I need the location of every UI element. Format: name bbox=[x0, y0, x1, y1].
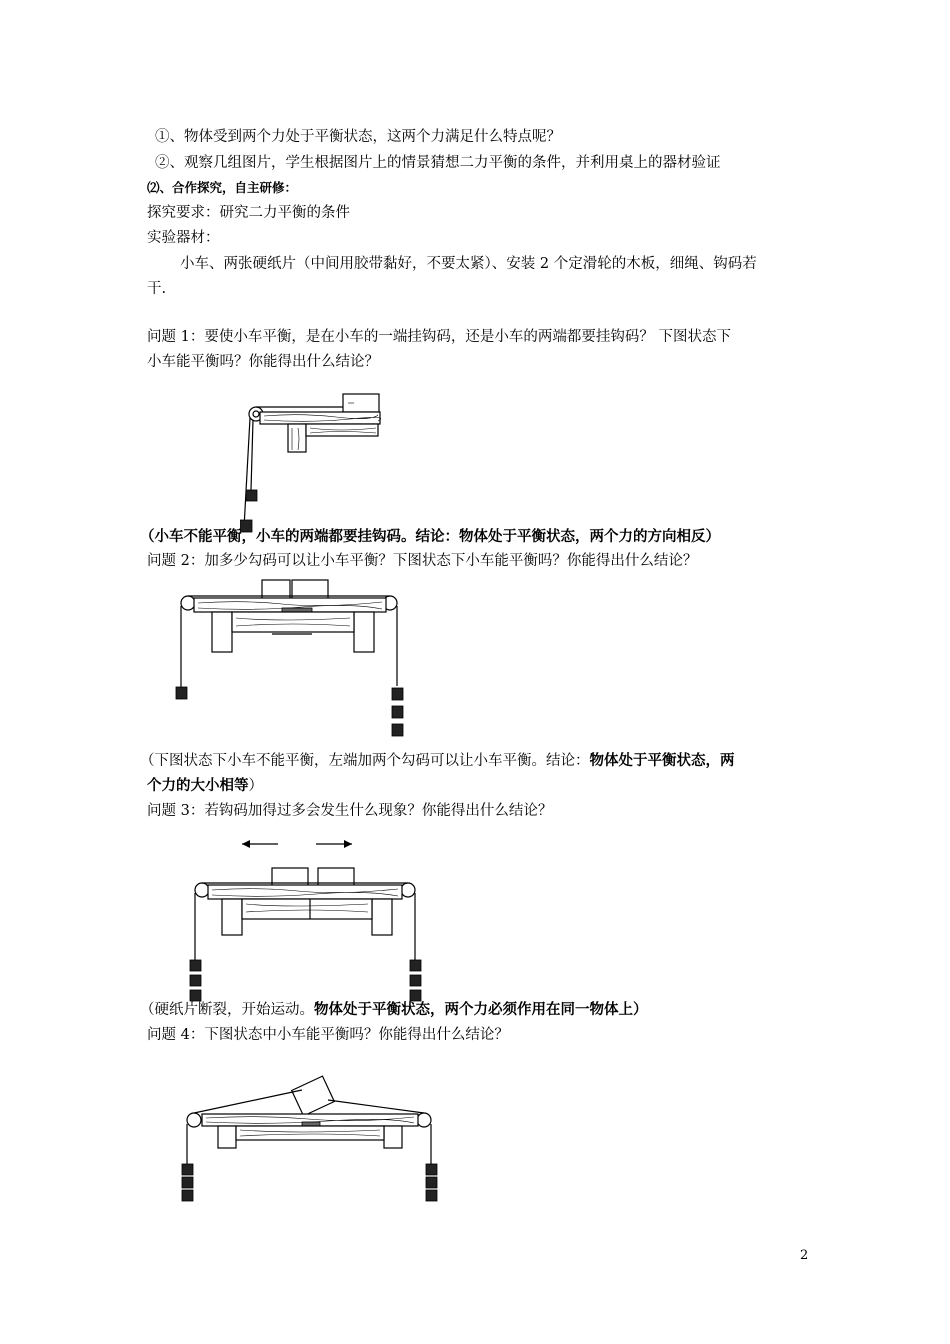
answer-2-line-b bbox=[147, 776, 263, 796]
answer-2-bold-b: 个力的大小相等 bbox=[147, 777, 249, 794]
section-heading: ⑵、合作探究，自主研修： bbox=[147, 180, 298, 195]
question-3: 问题 3：若钩码加得过多会发生什么现象？你能得出什么结论？ bbox=[147, 803, 553, 819]
question-1-line-b: 小车能平衡吗？你能得出什么结论？ bbox=[147, 354, 379, 370]
page-number: 2 bbox=[800, 1248, 809, 1263]
question-2: 问题 2：加多少勾码可以让小车平衡？下图状态下小车能平衡吗？你能得出什么结论？ bbox=[147, 553, 698, 569]
figure-3-card-splits bbox=[186, 832, 422, 1004]
answer-2-bold-a: 物体处于平衡状态，两 bbox=[589, 752, 735, 769]
answer-1: （小车不能平衡，小车的两端都要挂钩码。结论：物体处于平衡状态，两个力的方向相反） bbox=[140, 528, 720, 545]
answer-3 bbox=[140, 1000, 648, 1020]
figure-2-cart-unequal-weights bbox=[172, 578, 408, 743]
answer-2-plain-b: ） bbox=[248, 778, 263, 794]
figure-1-cart-one-side bbox=[240, 392, 390, 537]
answer-3-bold: 物体处于平衡状态，两个力必须作用在同一物体上） bbox=[314, 1001, 648, 1018]
text-line-5: 实验器材： bbox=[147, 230, 220, 246]
answer-2-plain-a: （下图状态下小车不能平衡，左端加两个勾码可以让小车平衡。结论： bbox=[140, 753, 590, 769]
question-4: 问题 4：下图状态中小车能平衡吗？你能得出什么结论？ bbox=[147, 1027, 509, 1043]
figure-4-cart-rotated bbox=[178, 1072, 442, 1204]
text-line-2: ②、观察几组图片，学生根据图片上的情景猜想二力平衡的条件，并利用桌上的器材验证 bbox=[155, 155, 721, 171]
text-line-4: 探究要求：研究二力平衡的条件 bbox=[147, 205, 350, 221]
text-line-7: 干. bbox=[147, 281, 167, 297]
text-line-1: ①、物体受到两个力处于平衡状态，这两个力满足什么特点呢？ bbox=[155, 129, 561, 145]
question-1-line-a: 问题 1：要使小车平衡，是在小车的一端挂钩码，还是小车的两端都要挂钩码？ 下图状态下 bbox=[147, 329, 731, 345]
answer-3-plain: （硬纸片断裂，开始运动。 bbox=[140, 1002, 314, 1018]
answer-2-line-a bbox=[140, 751, 735, 771]
text-line-6: 小车、两张硬纸片（中间用胶带黏好，不要太紧）、安装 2 个定滑轮的木板，细绳、钩码若 bbox=[180, 256, 757, 272]
